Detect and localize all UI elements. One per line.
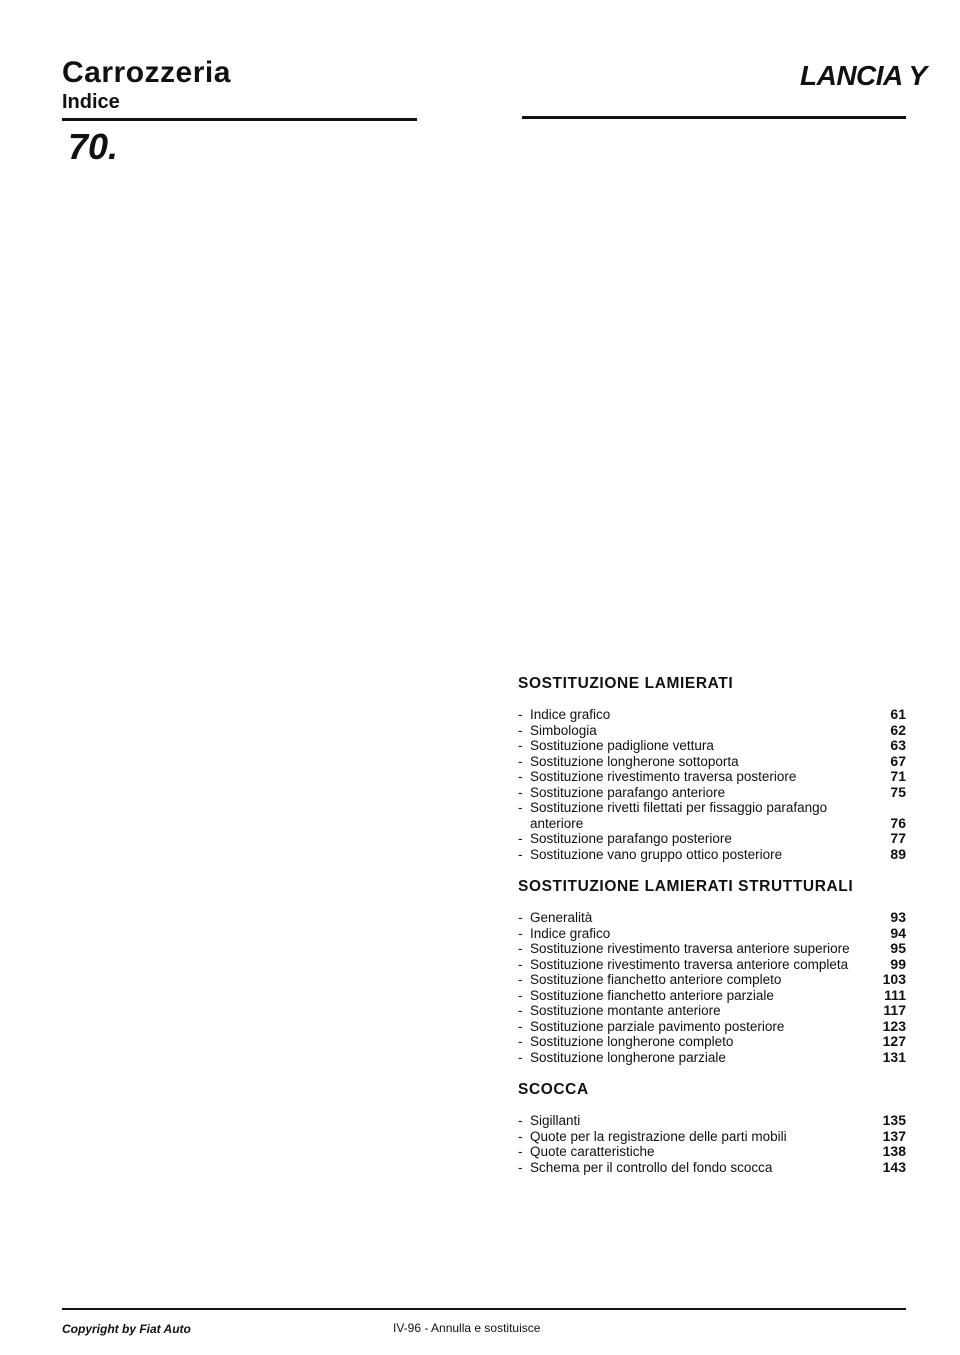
toc-entry-bullet: - [518,1113,523,1128]
toc-entry-page: 61 [890,706,906,722]
toc-entry-bullet: - [518,738,523,753]
toc-entry [518,785,906,801]
toc-entry-page: 138 [882,1143,906,1159]
toc-entry [518,1019,906,1035]
toc-entry [518,738,906,754]
toc-entry-label: Simbologia [530,722,597,738]
toc-entry-page: 62 [890,721,906,738]
toc-entry-label: Sostituzione longherone completo [530,1034,734,1049]
toc-entry [518,1003,906,1019]
toc-entry-label: Sostituzione rivetti filettati per fissaggio parafango anteriore [530,800,828,831]
toc-entry-bullet: - [518,925,523,941]
toc-entry-bullet: - [518,1128,523,1144]
toc-entry-bullet: - [518,831,523,846]
toc-entry [518,957,906,973]
toc-entry-bullet: - [518,972,523,987]
toc-entry-bullet: - [518,1034,523,1049]
toc-entry [518,988,906,1004]
toc-entry-bullet: - [518,784,523,800]
header-divider-left [62,118,417,121]
toc-entry-label: Schema per il controllo del fondo scocca [530,1159,773,1175]
toc-entry-label: Sostituzione fianchetto anteriore completo [530,972,782,987]
section-number: 70. [68,126,119,167]
toc-entry-page: 89 [890,845,906,862]
toc-entry-bullet: - [518,1049,523,1065]
toc-entry-label: Generalità [530,910,593,925]
chapter-subtitle: Indice [62,91,120,113]
toc-entry [518,723,906,739]
toc-entry [518,769,906,785]
toc-entry [518,831,906,847]
toc-entry-label: Sostituzione rivestimento traversa anteriore superiore [530,941,850,956]
toc-entry-bullet: - [518,1159,523,1175]
toc-entry-bullet: - [518,1018,523,1034]
toc-entry-label: Sostituzione longherone sottoporta [530,753,739,769]
toc-entry-label: Sostituzione padiglione vettura [530,738,714,753]
toc-entry-page: 76 [890,814,906,831]
toc-entry-page: 95 [890,940,906,956]
toc-entry-label: Sostituzione rivestimento traversa posteriore [530,769,797,784]
toc-entry-page: 117 [883,1002,906,1018]
footer-copyright: Copyright by Fiat Auto [62,1322,191,1336]
toc-entry-page: 111 [884,986,906,1003]
toc-entry [518,1144,906,1160]
toc-entry [518,1050,906,1066]
toc-section-title: SOSTITUZIONE LAMIERATI STRUTTURALI [518,878,854,895]
toc-entry-page: 71 [890,768,906,784]
toc-entry-label: Sostituzione rivestimento traversa anteriore completa [530,956,849,972]
toc-entry-page: 137 [882,1127,906,1144]
toc-entry-label: Sigillanti [530,1113,581,1128]
toc-entry-label: Sostituzione fianchetto anteriore parziale [530,987,774,1003]
toc-entry [518,926,906,942]
toc-entry-page: 99 [890,955,906,972]
toc-entry-page: 94 [890,924,906,941]
header-divider-right [522,116,906,119]
toc-entry-label: Indice grafico [530,707,611,722]
toc-entry [518,1129,906,1145]
toc-entry-bullet: - [518,707,523,722]
toc-entry [518,972,906,988]
toc-entry-page: 103 [882,971,906,987]
toc-entry [518,1160,906,1176]
toc-entry-page: 77 [890,830,906,846]
toc-entry [518,800,906,831]
toc-entry-label: Sostituzione parafango posteriore [530,831,732,846]
toc-entry [518,941,906,957]
toc-entry-page: 135 [882,1112,906,1128]
chapter-title: Carrozzeria [62,56,231,89]
toc-entry [518,847,906,863]
toc-entry-bullet: - [518,753,523,769]
toc-entry-label: Sostituzione longherone parziale [530,1049,726,1065]
toc-section [518,878,906,1065]
toc-entry [518,1113,906,1129]
footer-divider [62,1308,906,1310]
toc-entry-bullet: - [518,941,523,956]
toc-entry-page: 93 [890,909,906,925]
toc-section [518,675,906,862]
toc-entry-page: 63 [890,737,906,753]
brand-logo: LANCIA Y [800,60,927,91]
toc-entry [518,707,906,723]
toc-entry-bullet: - [518,769,523,784]
toc-entry-page: 127 [882,1033,906,1049]
toc-entry [518,1034,906,1050]
toc-entry-bullet: - [518,956,523,972]
toc-entry-page: 123 [882,1017,906,1034]
toc-entry-bullet: - [518,1144,523,1159]
toc-entry-page: 75 [890,783,906,800]
toc-entry-page: 143 [882,1158,906,1175]
toc-entry-bullet: - [518,1003,523,1018]
table-of-contents [518,675,906,1191]
toc-entry-bullet: - [518,800,523,815]
toc-entry-page: 67 [890,752,906,769]
toc-entry [518,754,906,770]
toc-section-title: SCOCCA [518,1081,589,1098]
toc-entry-bullet: - [518,987,523,1003]
toc-section-title: SOSTITUZIONE LAMIERATI [518,675,734,692]
toc-entry-label: Quote caratteristiche [530,1144,655,1159]
toc-entry-label: Sostituzione parafango anteriore [530,784,726,800]
toc-entry-label: Sostituzione montante anteriore [530,1003,721,1018]
toc-entry-bullet: - [518,846,523,862]
toc-entry-bullet: - [518,910,523,925]
toc-entry-bullet: - [518,722,523,738]
toc-entry-label: Sostituzione vano gruppo ottico posteriore [530,846,783,862]
toc-entry-label: Sostituzione parziale pavimento posteriore [530,1018,785,1034]
toc-entry-label: Quote per la registrazione delle parti mobili [530,1128,787,1144]
toc-entry [518,910,906,926]
toc-entry-page: 131 [882,1048,906,1065]
toc-entry-label: Indice grafico [530,925,611,941]
footer-edition: IV-96 - Annulla e sostituisce [393,1321,541,1335]
toc-section [518,1081,906,1175]
